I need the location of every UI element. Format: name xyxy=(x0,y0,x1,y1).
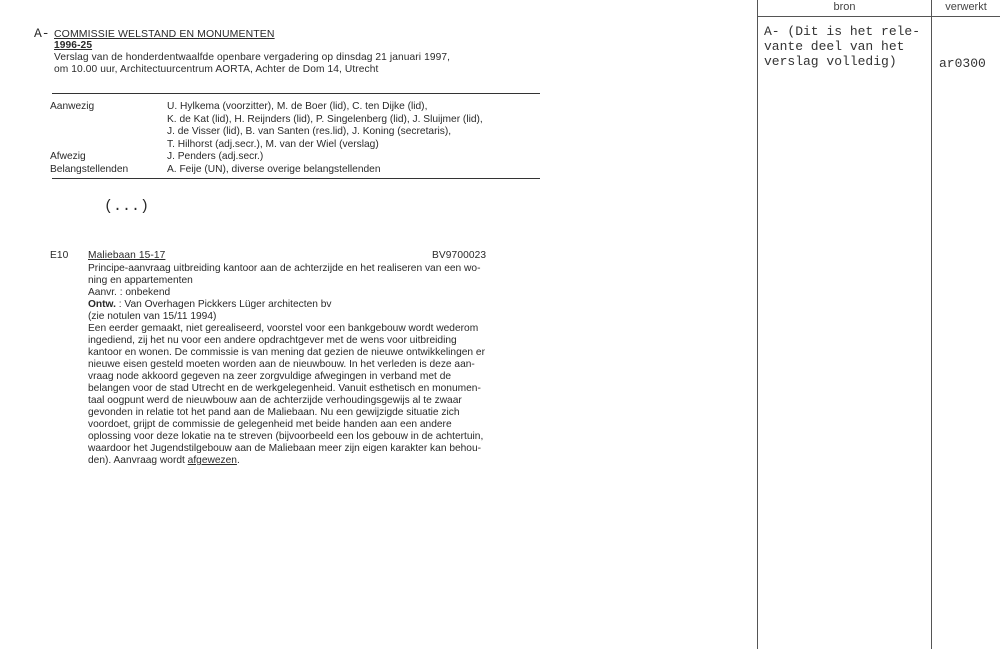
verwerkt-code: ar0300 xyxy=(939,56,986,71)
table-header-rule xyxy=(757,16,1000,17)
applicant-row xyxy=(88,287,170,300)
bron-note-line: vante deel van het xyxy=(764,39,905,54)
header-title: COMMISSIE WELSTAND EN MONUMENTEN xyxy=(54,28,275,40)
decision-suffix: . xyxy=(236,455,240,466)
minutes-note: (zie notulen van 15/11 1994) xyxy=(88,311,217,322)
item-description-line: Principe-aanvraag uitbreiding kantoor aan de achterzijde en het realiseren van een wo- xyxy=(88,263,481,274)
designer-row xyxy=(88,299,332,312)
item-code: E10 xyxy=(50,250,69,261)
item-description-line: ning en appartementen xyxy=(88,275,193,286)
body-line: ingediend, zij het nu voor een andere opdrachtgever met de wens voor uitbreiding xyxy=(88,335,457,346)
label-absent: Afwezig xyxy=(50,151,86,162)
body-line: nieuwe eisen gesteld moeten worden aan de nieuwbouw. In het verleden is deze aan- xyxy=(88,359,475,370)
bron-note-line: verslag volledig) xyxy=(764,54,897,69)
present-line: U. Hylkema (voorzitter), M. de Boer (lid), C. ten Dijke (lid), xyxy=(167,101,428,112)
applicant-label: Aanvr. xyxy=(88,287,117,298)
stakeholders-value: A. Feije (UN), diverse overige belangstellenden xyxy=(167,164,381,175)
attendance-divider xyxy=(52,178,540,179)
body-line: belangen voor de stad Utrecht en de werkgelegenheid. Vanuit esthetisch en monumen- xyxy=(88,383,481,394)
column-header-bron: bron xyxy=(833,1,856,13)
present-list xyxy=(167,101,483,151)
body-line: Een eerder gemaakt, niet gerealiseerd, voorstel voor een bankgebouw wordt wederom xyxy=(88,323,479,334)
column-header-verwerkt: verwerkt xyxy=(945,1,987,13)
body-line: waardoor het Jugendstilgebouw aan de Maliebaan meer zijn eigen karakter kan behou- xyxy=(88,443,482,454)
header-line-1: Verslag van de honderdentwaalfde openbare vergadering op dinsdag 21 januari 1997, xyxy=(54,52,451,63)
present-line: J. de Visser (lid), B. van Santen (res.lid), J. Koning (secretaris), xyxy=(167,126,452,137)
body-line: vraag node akkoord gegeven na zeer zorgvuldige afwegingen in verband met de xyxy=(88,371,452,382)
absent-value: J. Penders (adj.secr.) xyxy=(167,151,264,162)
designer-label: Ontw. xyxy=(88,299,116,310)
applicant-value: : onbekend xyxy=(119,287,171,298)
body-line: gevonden in relatie tot het pand aan de Maliebaan. Nu een gewijzigde situatie zich xyxy=(88,407,460,418)
item-reference: BV9700023 xyxy=(432,250,487,261)
label-stakeholders: Belangstellenden xyxy=(50,164,129,175)
body-line: oplossing voor deze lokatie na te streven (bijvoorbeeld een los gebouw in de achtertuin, xyxy=(88,431,484,442)
table-divider-middle xyxy=(931,0,932,649)
table-divider-left xyxy=(757,0,758,649)
decision-value: afgewezen xyxy=(187,455,237,466)
designer-value: : Van Overhagen Pickkers Lüger architecten bv xyxy=(118,299,332,310)
body-line: voordoet, grijpt de commissie de gelegenheid met beide handen aan een andere xyxy=(88,419,452,430)
body-line: taal oogpunt werd de nieuwbouw aan de achterzijde verhoudingsgewijs al te zwaar xyxy=(88,395,462,406)
bron-note-line: A- (Dit is het rele- xyxy=(764,24,921,39)
label-present: Aanwezig xyxy=(50,101,95,112)
header-divider xyxy=(52,93,540,94)
decision-prefix: den). Aanvraag wordt xyxy=(88,455,188,466)
decision-line xyxy=(88,455,240,468)
item-address: Maliebaan 15-17 xyxy=(88,250,166,261)
header-marker: A- xyxy=(34,26,50,41)
present-line: T. Hilhorst (adj.secr.), M. van der Wiel (verslag) xyxy=(167,138,379,150)
header-year: 1996-25 xyxy=(54,40,93,51)
bron-note xyxy=(764,24,920,69)
ellipsis-marker: (...) xyxy=(104,198,150,215)
header-line-2: om 10.00 uur, Architectuurcentrum AORTA, Achter de Dom 14, Utrecht xyxy=(54,64,379,75)
body-line: kantoor en wonen. De commissie is van mening dat gezien de nieuwe ontwikkelingen er xyxy=(88,347,485,358)
present-line: K. de Kat (lid), H. Reijnders (lid), P. Singelenberg (lid), J. Sluijmer (lid), xyxy=(167,113,483,125)
